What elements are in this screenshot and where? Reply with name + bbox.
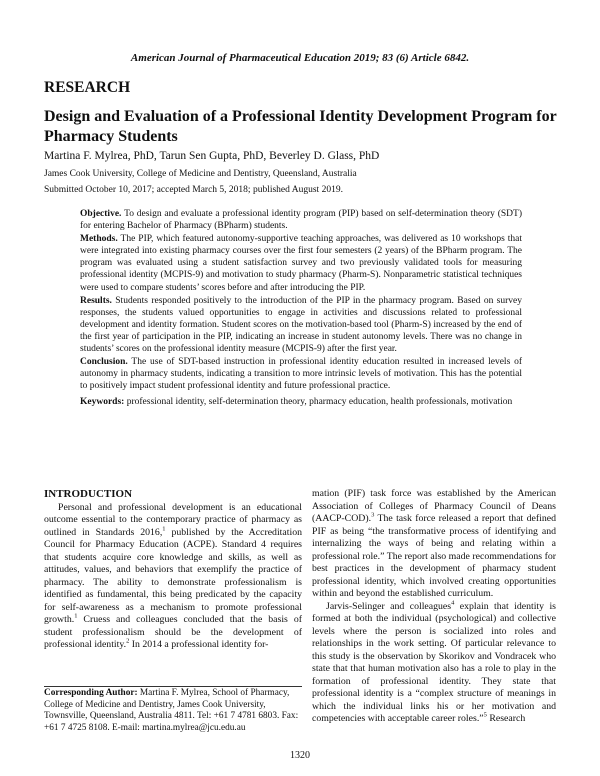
results-text: Students responded positively to the introduction of the PIP in the pharmacy program. Based on survey responses, the students valued opportunities to engage in activities and discussions related to professional development and identity formation. Student scores on the motivation-based tool (Pharm-S) increased by the end of the first year of participation in the PIP, indicating an increase in student autonomy levels. There was no change in students’ scores on the professional identity measure (MCPIS-9) after the first year.	[80, 295, 522, 355]
citation-1b: 1	[74, 612, 78, 620]
intro-p2-text-b: The task force released a report that defined PIF as being “the transformative process of identifying and internalizing the ways of being and relating within a professional role.” The report also made recommendations for best practices in the development of pharmacy student professional identity, which involved creating opportunities within and beyond the established curriculum.	[312, 513, 556, 599]
abstract-methods	[80, 233, 522, 293]
footnote-divider	[44, 686, 302, 687]
page-number: 1320	[290, 750, 310, 761]
conclusion-text: The use of SDT-based instruction in professional identity education resulted in increased levels of autonomy in pharmacy students, indicating a transition to more intrinsic levels of motivation. This has the potential to positively impact student professional identity and future professional practice.	[80, 357, 522, 392]
abstract-results	[80, 295, 522, 355]
citation-4: 4	[451, 599, 455, 607]
citation-3: 3	[371, 511, 375, 519]
author-list: Martina F. Mylrea, PhD, Tarun Sen Gupta, PhD, Beverley D. Glass, PhD	[44, 150, 380, 162]
section-label: RESEARCH	[44, 79, 131, 96]
intro-p1-text-b: published by the Accreditation Council for Pharmacy Education (ACPE). Standard 4 requires that students acquire core knowledge and skills, as well as attitudes, values, and behaviors that exemplify the practice of pharmacy. The ability to demonstrate professionalism is identified as fundamental, this being predicated by the capacity for self-awareness as a mechanism to promote professional growth.	[44, 526, 302, 625]
methods-label: Methods.	[80, 234, 118, 245]
intro-p1-text-a: Personal and professional development is an educational outcome essential to the contemporary practice of pharmacy as outlined in Standards 2016,	[44, 501, 302, 538]
abstract-objective	[80, 208, 522, 232]
intro-p1-text-d: In 2014 a professional identity for-	[129, 639, 269, 650]
conclusion-label: Conclusion.	[80, 357, 128, 368]
corresponding-text: Martina F. Mylrea, School of Pharmacy, College of Medicine and Dentistry, James Cook University, Townsville, Queensland, Australia 4811. Tel: +61 7 4781 6803. Fax: +61 7 4725 8108. E-mail: martina.mylrea@jcu.edu.au	[44, 688, 299, 733]
submission-dates: Submitted October 10, 2017; accepted March 5, 2018; published August 2019.	[44, 185, 343, 195]
intro-p3-text-b: explain that identity is formed at both the individual (psychological) and collective levels where the person is socialized into roles and relationships in the work setting. Of particular relevance to this study is the observation by Skorikov and Vondracek who state that that human motivation also has a role to play in the formation of professional identity. They state that professional identity is a “complex structure of meanings in which the individual links his or her motivation and competencies with acceptable career roles.”	[312, 600, 556, 724]
intro-paragraph-2	[312, 488, 556, 601]
right-column	[312, 488, 556, 726]
intro-p2-text-a: mation (PIF) task force was established by the American Association of Colleges of Pharmacy Council of Deans (AACP-COD).	[312, 488, 556, 524]
objective-text: To design and evaluate a professional identity program (PIP) based on self-determination theory (SDT) for entering Bachelor of Pharmacy (BPharm) students.	[80, 209, 522, 232]
keywords-text: professional identity, self-determination theory, pharmacy education, health professionals, motivation	[124, 397, 513, 408]
introduction-heading: INTRODUCTION	[44, 488, 133, 500]
abstract-conclusion	[80, 356, 522, 392]
intro-p3-text-a: Jarvis-Selinger and colleagues	[326, 600, 452, 612]
objective-label: Objective.	[80, 209, 122, 219]
methods-text: The PIP, which featured autonomy-supportive teaching approaches, was delivered as 10 workshops that were integrated into existing pharmacy courses over the first four semesters (2 years) of the BPharm program. The program was evaluated using a student satisfaction survey and two previously validated tools for measuring professional identity (MCPIS-9) and motivation to study pharmacy (Pharm-S). Nonparametric statistical techniques were used to compare students’ scores before and after introducing the PIP.	[80, 234, 522, 293]
corresponding-label: Corresponding Author:	[44, 688, 138, 698]
left-column	[44, 488, 302, 652]
intro-paragraph-1	[44, 502, 302, 652]
keywords-label: Keywords:	[80, 397, 125, 408]
journal-reference: American Journal of Pharmaceutical Education 2019; 83 (6) Article 6842.	[130, 52, 470, 64]
corresponding-author-note	[44, 688, 302, 734]
citation-2: 2	[126, 637, 130, 645]
affiliation: James Cook University, College of Medicine and Dentistry, Queensland, Australia	[44, 169, 357, 179]
abstract	[80, 208, 522, 410]
abstract-keywords	[80, 396, 522, 408]
intro-paragraph-3	[312, 601, 556, 726]
intro-p1-text-c: Cruess and colleagues concluded that the basis of student professionalism should be the development of professional identity.	[44, 614, 302, 650]
article-title: Design and Evaluation of a Professional Identity Development Program for Pharmacy Students	[44, 108, 557, 145]
citation-1: 1	[162, 525, 166, 533]
intro-p3-text-c: Research	[486, 713, 526, 724]
results-label: Results.	[80, 295, 112, 306]
citation-5: 5	[483, 711, 487, 719]
